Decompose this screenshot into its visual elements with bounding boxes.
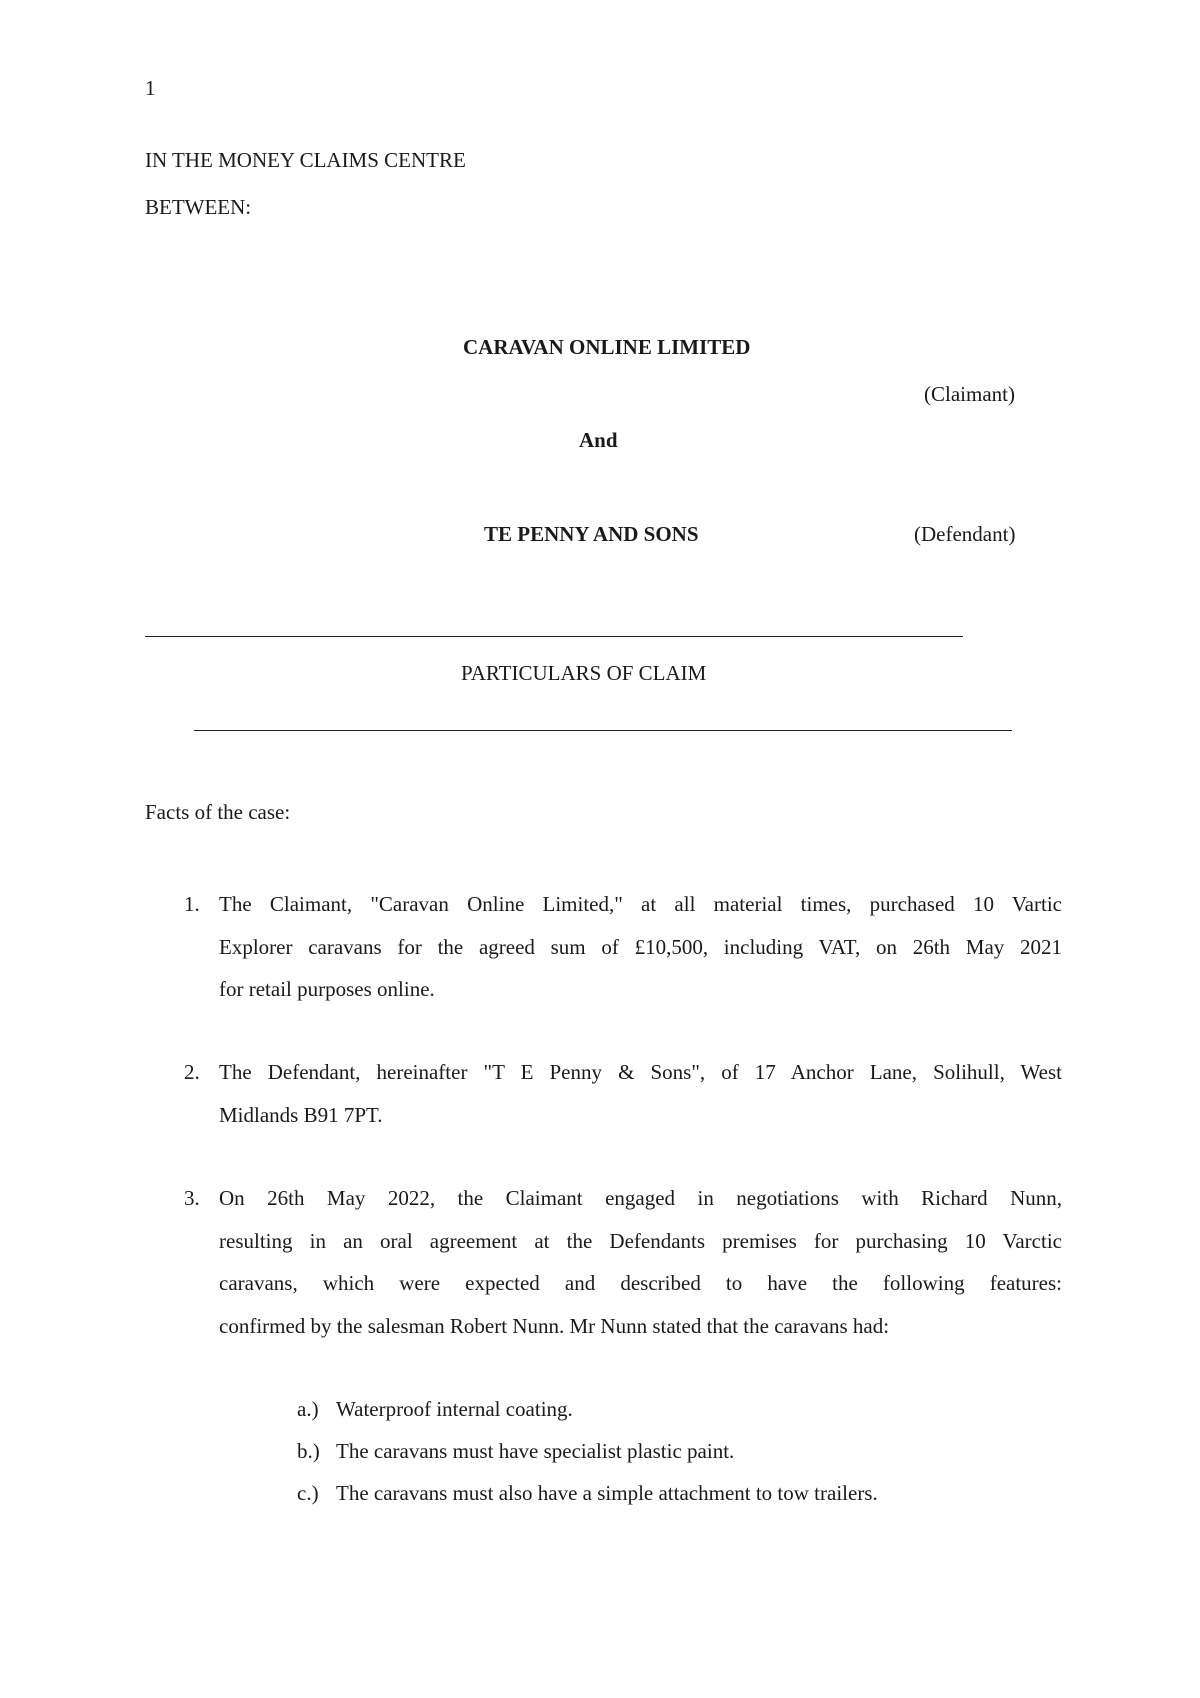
paragraph-1 bbox=[219, 883, 1062, 1011]
claimant-name: CARAVAN ONLINE LIMITED bbox=[463, 335, 751, 359]
conjunction: And bbox=[579, 428, 618, 452]
paragraph-line: Midlands B91 7PT. bbox=[219, 1102, 383, 1127]
sub-item-text: The caravans must have specialist plastic paint. bbox=[336, 1439, 735, 1463]
paragraph-line: confirmed by the salesman Robert Nunn. Mr Nunn stated that the caravans had: bbox=[219, 1313, 890, 1338]
document-title: PARTICULARS OF CLAIM bbox=[461, 661, 707, 685]
defendant-name: TE PENNY AND SONS bbox=[484, 522, 699, 546]
paragraph-line: for retail purposes online. bbox=[219, 977, 435, 1001]
sub-item-label: b.) bbox=[297, 1439, 320, 1463]
paragraph-line: Explorer caravans for the agreed sum of £10,500, including VAT, on 26th May 2021 bbox=[219, 934, 1062, 959]
paragraph-line: The Claimant, "Caravan Online Limited," at all material times, purchased 10 Vartic bbox=[219, 892, 1062, 916]
sub-item-text: Waterproof internal coating. bbox=[336, 1397, 573, 1421]
court-name: IN THE MONEY CLAIMS CENTRE bbox=[145, 148, 466, 172]
claimant-role: (Claimant) bbox=[924, 382, 1015, 406]
paragraph-number: 1. bbox=[184, 892, 200, 916]
sub-item-label: a.) bbox=[297, 1397, 319, 1421]
paragraph-line: The Defendant, hereinafter "T E Penny & Sons", of 17 Anchor Lane, Solihull, West bbox=[219, 1060, 1062, 1084]
paragraph-2 bbox=[219, 1051, 1062, 1136]
paragraph-line: caravans, which were expected and described to have the following features: bbox=[219, 1271, 1062, 1295]
defendant-role: (Defendant) bbox=[914, 522, 1016, 546]
paragraph-number: 2. bbox=[184, 1060, 200, 1084]
sub-item-label: c.) bbox=[297, 1481, 319, 1505]
paragraph-line: On 26th May 2022, the Claimant engaged in negotiations with Richard Nunn, bbox=[219, 1186, 1062, 1210]
section-heading: Facts of the case: bbox=[145, 800, 291, 824]
sub-item-text: The caravans must also have a simple attachment to tow trailers. bbox=[336, 1481, 878, 1505]
paragraph-number: 3. bbox=[184, 1186, 200, 1210]
between-label: BETWEEN: bbox=[145, 195, 252, 219]
paragraph-3 bbox=[219, 1177, 1062, 1347]
page-number: 1 bbox=[145, 76, 156, 100]
title-rule-top bbox=[145, 636, 963, 637]
paragraph-line: resulting in an oral agreement at the Defendants premises for purchasing 10 Varctic bbox=[219, 1228, 1062, 1253]
title-rule-bottom bbox=[194, 730, 1012, 731]
